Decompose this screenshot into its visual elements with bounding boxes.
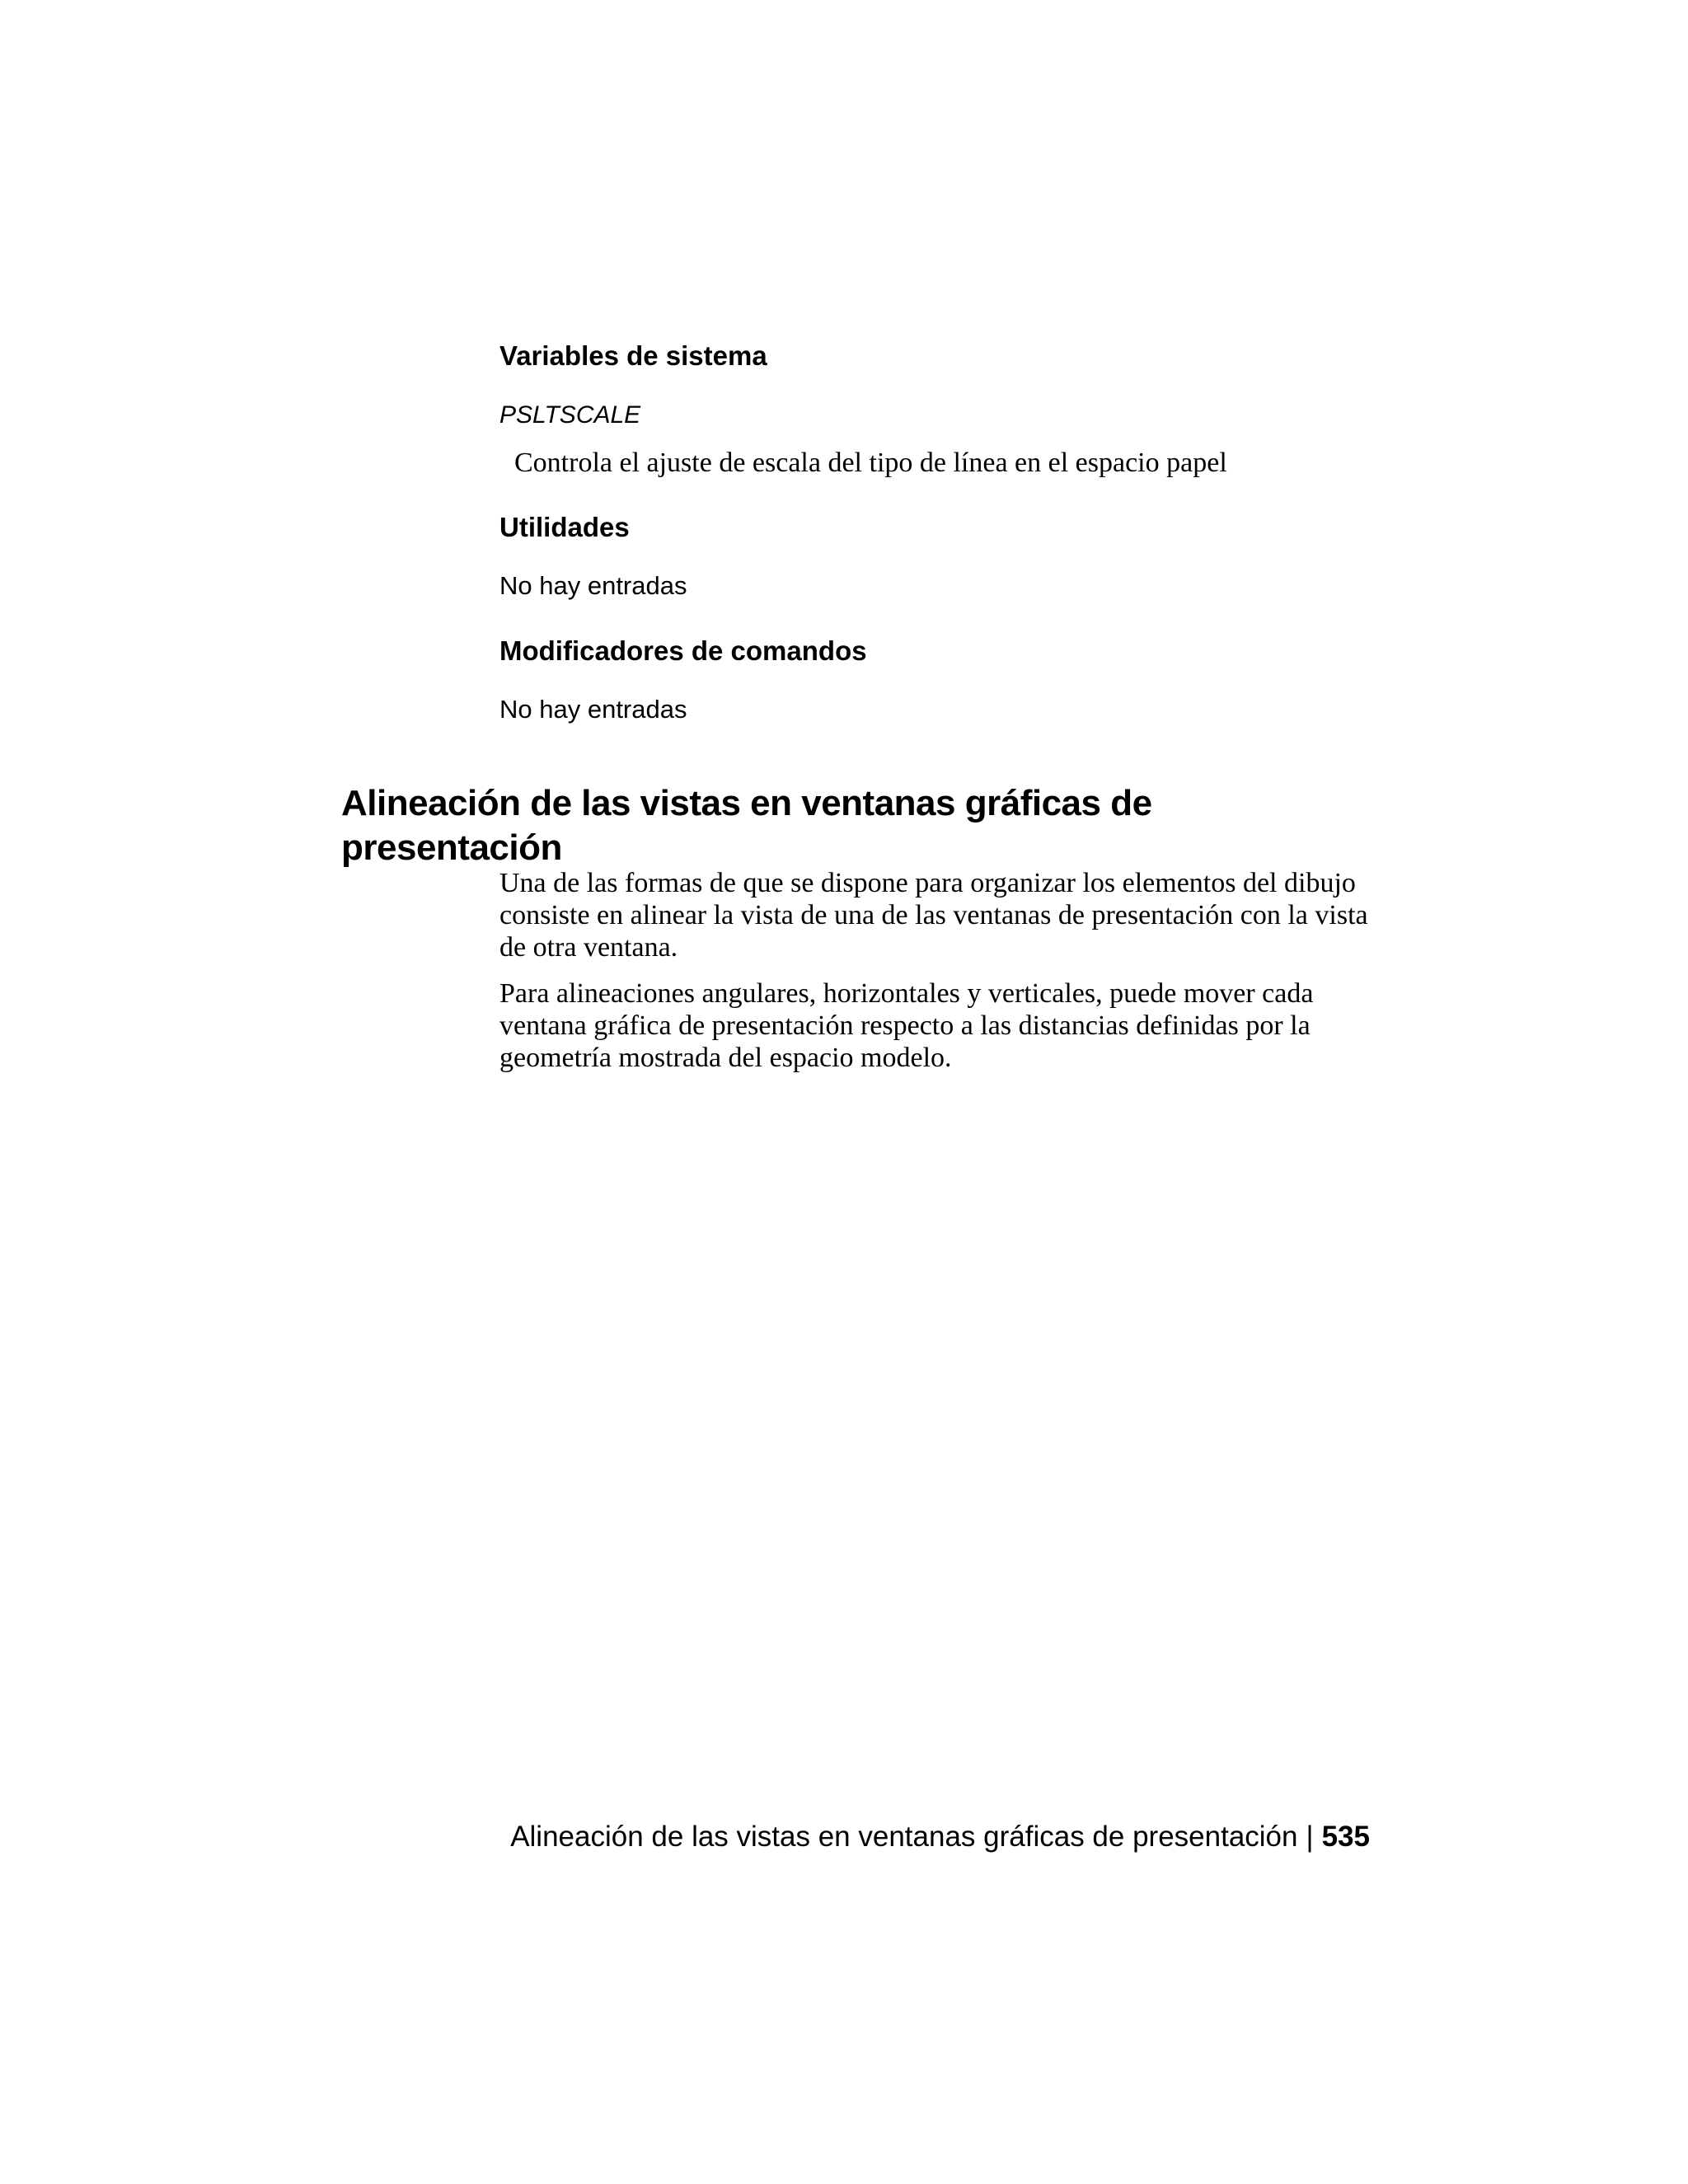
- command-modifiers-text: No hay entradas: [499, 695, 687, 724]
- variable-description: Controla el ajuste de escala del tipo de línea en el espacio papel: [514, 448, 1227, 478]
- utilities-heading: Utilidades: [499, 512, 630, 542]
- paragraph-1: Una de las formas de que se dispone para organizar los elementos del dibujo consiste en alinear la vista de una de las ventanas de presentación con la vista de otra ventana.: [499, 868, 1368, 963]
- utilities-text: No hay entradas: [499, 571, 687, 600]
- variable-name: PSLTSCALE: [499, 401, 641, 429]
- footer-separator: |: [1306, 1821, 1314, 1853]
- section-title: Alineación de las vistas en ventanas gráficas de presentación: [341, 783, 1152, 868]
- command-modifiers-heading: Modificadores de comandos: [499, 635, 867, 666]
- system-variables-heading: Variables de sistema: [499, 340, 767, 371]
- page-footer: [510, 1820, 1370, 1854]
- page-number: 535: [1321, 1821, 1370, 1853]
- paragraph-2: Para alineaciones angulares, horizontales y verticales, puede mover cada ventana gráfica de presentación respecto a las distancias definidas por la geometría mostrada del espacio modelo.: [499, 978, 1314, 1073]
- footer-running-title: Alineación de las vistas en ventanas gráficas de presentación: [510, 1821, 1298, 1853]
